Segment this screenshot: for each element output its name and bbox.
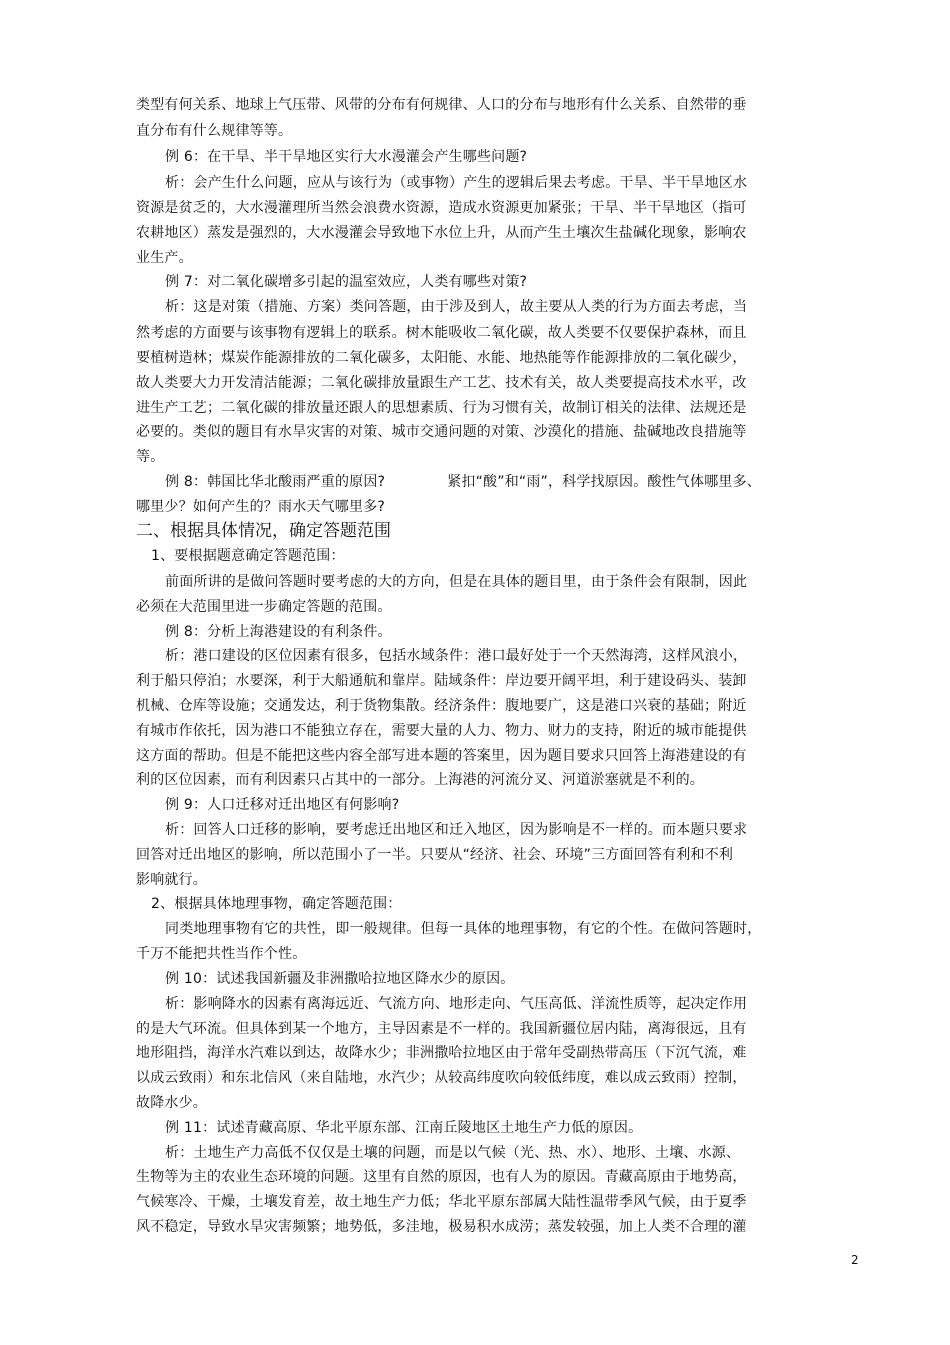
analysis-line: 析：会产生什么问题，应从与该行为（或事物）产生的逻辑后果去考虑。干旱、半干旱地区水: [165, 175, 748, 191]
analysis-line: 析：回答人口迁移的影响，要考虑迁出地区和迁入地区，因为影响是不一样的。而本题只要求: [165, 822, 748, 838]
text-line: 这方面的帮助。但是不能把这些内容全部写进本题的答案里，因为题目要求只回答上海港建设的有: [136, 748, 747, 764]
text-line: 气候寒冷、干燥，土壤发育差，故土地生产力低；华北平原东部属大陆性温带季风气候，由于夏季: [136, 1194, 747, 1210]
text-line: 进生产工艺；二氧化碳的排放量还跟人的思想素质、行为习惯有关，故制订相关的法律、法规还是: [136, 400, 747, 416]
text-line: 必要的。类似的题目有水旱灾害的对策、城市交通问题的对策、沙漠化的措施、盐碱地改良措施等: [136, 424, 747, 440]
analysis-line: 析：土地生产力高低不仅仅是土壤的问题，而是以气候（光、热、水）、地形、土壤、水源、: [165, 1145, 741, 1161]
text-line: 生物等为主的农业生态环境的问题。这里有自然的原因，也有人为的原因。青藏高原由于地势高，: [136, 1169, 747, 1185]
text-line: 业生产。: [136, 250, 193, 266]
text-line: 必须在大范围里进一步确定答题的范围。: [136, 599, 392, 615]
subsection-heading: 2、根据具体地理事物，确定答题范围：: [151, 896, 402, 912]
example-question: 例 11：试述青藏高原、华北平原东部、江南丘陵地区土地生产力低的原因。: [165, 1120, 643, 1136]
text-line: 哪里少？如何产生的？雨水天气哪里多?: [136, 499, 386, 515]
text-line: 直分布有什么规律等等。: [136, 123, 293, 139]
text-line: 前面所讲的是做问答题时要考虑的大的方向，但是在具体的题目里，由于条件会有限制，因此: [165, 574, 748, 590]
text-line: 千万不能把共性当作个性。: [136, 946, 307, 962]
example-question: [165, 472, 761, 492]
text-line: 同类地理事物有它的共性，即一般规律。但每一具体的地理事物，有它的个性。在做问答题时，: [165, 921, 762, 937]
analysis-line: 析：港口建设的区位因素有很多，包括水域条件：港口最好处于一个天然海湾，这样风浪小，: [165, 648, 748, 664]
text-line: 有城市作依托，因为港口不能独立存在，需要大量的人力、物力、财力的支持，附近的城市能提供: [136, 723, 747, 739]
text-line: 类型有何关系、地球上气压带、风带的分布有何规律、人口的分布与地形有什么关系、自然带的垂: [136, 97, 747, 113]
example-question: 例 10：试述我国新疆及非洲撒哈拉地区降水少的原因。: [165, 971, 515, 987]
text-line: 地形阻挡，海洋水汽难以到达，故降水少；非洲撒哈拉地区由于常年受副热带高压（下沉气流，难: [136, 1045, 747, 1061]
text-line: 以成云致雨）和东北信风（来自陆地，水汽少；从较高纬度吹向较低纬度，难以成云致雨）控制，: [136, 1070, 747, 1086]
text-line: 的是大气环流。但具体到某一个地方，主导因素是不一样的。我国新疆位居内陆，离海很远，且有: [136, 1021, 747, 1037]
hint-text: 紧扣“酸”和“雨”，科学找原因。酸性气体哪里多、: [447, 474, 761, 490]
text-line: 利于船只停泊；水要深，利于大船通航和靠岸。陆域条件：岸边要开阔平坦，利于建设码头、装卸: [136, 673, 747, 689]
page-number: 2: [851, 1253, 859, 1267]
text-line: 资源是贫乏的，大水漫灌理所当然会浪费水资源，造成水资源更加紧张；干旱、半干旱地区（指可: [136, 200, 747, 216]
example-question: 例 7：对二氧化碳增多引起的温室效应，人类有哪些对策?: [165, 274, 528, 290]
example-question: 例 6：在干旱、半干旱地区实行大水漫灌会产生哪些问题?: [165, 149, 528, 165]
example-question: 例 8：分析上海港建设的有利条件。: [165, 624, 392, 640]
text-line: 影响就行。: [136, 872, 207, 888]
text-line: 然考虑的方面要与该事物有逻辑上的联系。树木能吸收二氧化碳，故人类要不仅要保护森林，而且: [136, 325, 747, 341]
example-question-text: 例 8：韩国比华北酸雨严重的原因?: [165, 474, 386, 490]
text-line: 回答对迁出地区的影响，所以范围小了一半。只要从“经济、社会、环境”三方面回答有利和不利: [136, 847, 734, 863]
text-line: 风不稳定，导致水旱灾害频繁；地势低，多洼地，极易积水成涝；蒸发较强，加上人类不合理的灌: [136, 1219, 747, 1235]
subsection-heading: 1、要根据题意确定答题范围：: [151, 548, 345, 564]
text-line: 等。: [136, 449, 165, 465]
example-question: 例 9：人口迁移对迁出地区有何影响?: [165, 797, 400, 813]
text-line: 机械、仓库等设施；交通发达，利于货物集散。经济条件：腹地要广，这是港口兴衰的基础；附近: [136, 698, 747, 714]
text-line: 要植树造林；煤炭作能源排放的二氧化碳多，太阳能、水能、地热能等作能源排放的二氧化碳少，: [136, 350, 747, 366]
text-line: 农耕地区）蒸发是强烈的，大水漫灌会导致地下水位上升，从而产生土壤次生盐碱化现象，影响农: [136, 225, 747, 241]
text-line: 利的区位因素，而有利因素只占其中的一部分。上海港的河流分叉、河道淤塞就是不利的。: [136, 772, 704, 788]
text-line: 故人类要大力开发清洁能源；二氧化碳排放量跟生产工艺、技术有关，故人类要提高技术水平，改: [136, 375, 747, 391]
analysis-line: 析：这是对策（措施、方案）类问答题，由于涉及到人，故主要从人类的行为方面去考虑，当: [165, 299, 748, 315]
text-line: 故降水少。: [136, 1095, 207, 1111]
section-heading: 二、根据具体情况，确定答题范围: [136, 521, 391, 541]
analysis-line: 析：影响降水的因素有离海远近、气流方向、地形走向、气压高低、洋流性质等，起决定作用: [165, 996, 748, 1012]
